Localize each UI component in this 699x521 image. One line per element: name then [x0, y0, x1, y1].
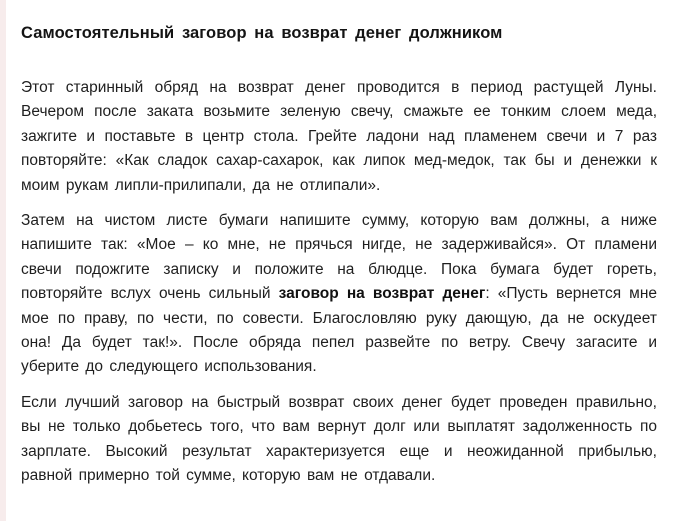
paragraph-text: Затем на чистом листе бумаги напишите сумму, которую вам должны, а ниже напишите так: «Мое – ко мне, не прячься нигде, не задерживайся». От пламени свечи подожгите записку и положите на блюдце. Пока бумага будет гореть, повторяйте вслух очень сильный	[21, 212, 657, 303]
paragraph-ritual-intro: Этот старинный обряд на возврат денег проводится в период растущей Луны. Вечером после заката возьмите зеленую свечу, смажьте ее тонким слоем меда, зажгите и поставьте в центр стола. Грейте ладони над пламенем свечи и 7 раз повторяйте: «Как сладок сахар-сахарок, как липок мед-медок, так бы и денежки к моим рукам липли-прилипали, да не отлипали».	[21, 79, 657, 194]
paragraph-text: : «Пусть вернется мне мое по праву, по чести, по совести. Благословляю руку дающую, да не оскудеет она! Да будет так!». После обряда пепел развейте по ветру. Свечу загасите и уберите до следующего использования.	[21, 285, 657, 376]
paragraph-ritual-note	[21, 209, 657, 380]
bold-keyword-link: заговор на возврат денег	[278, 285, 486, 303]
left-margin-strip	[0, 0, 6, 521]
paragraph-result: Если лучший заговор на быстрый возврат своих денег будет проведен правильно, вы не только добьетесь того, что вам вернут долг или выплатят задолженность по зарплате. Высокий результат характеризуется еще и неожиданной прибылью, равной примерно той сумме, которую вам не отдавали.	[21, 394, 657, 485]
article-title: Самостоятельный заговор на возврат денег должником	[21, 24, 503, 42]
